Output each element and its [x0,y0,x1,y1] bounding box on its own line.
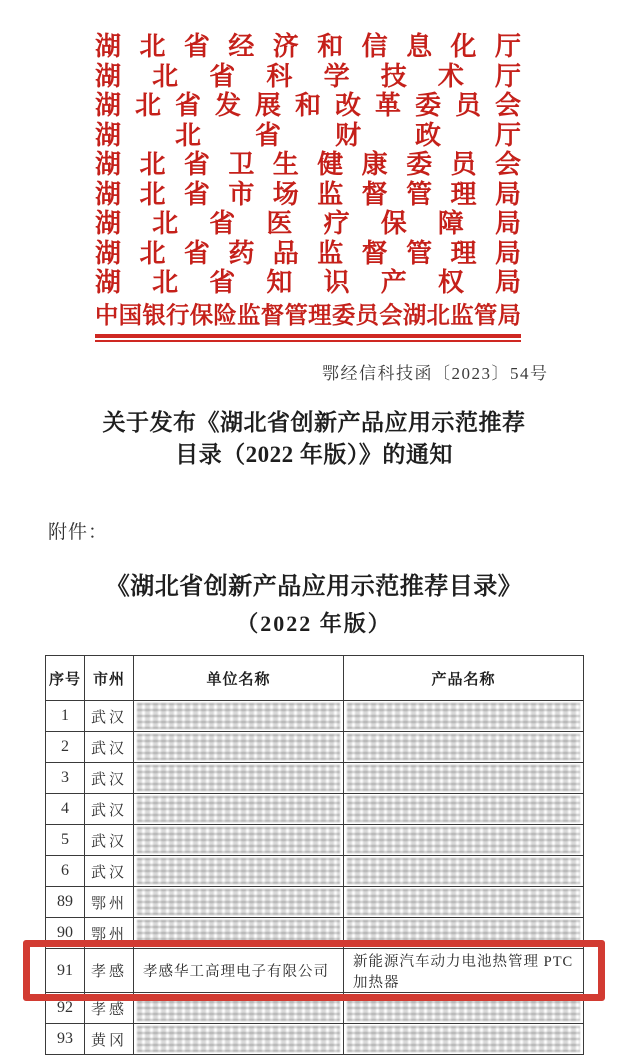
cell-no: 3 [46,763,85,794]
cell-product [344,825,584,856]
redacted-text [347,827,580,853]
redacted-text [137,734,340,760]
cell-unit [134,856,344,887]
red-header-agencies [95,32,521,332]
cell-city: 武汉 [85,856,134,887]
redacted-text [347,920,580,946]
cell-city: 武汉 [85,701,134,732]
redacted-text [137,765,340,791]
red-separator-line [95,334,521,342]
catalog-edition: （2022 年版） [236,611,392,636]
notice-title [0,407,628,471]
col-header-product: 产品名称 [344,656,584,701]
table-row [46,949,584,993]
table-row [46,1024,584,1055]
cell-no: 4 [46,794,85,825]
cell-city: 鄂州 [85,918,134,949]
redacted-text [137,703,340,729]
cell-city: 武汉 [85,825,134,856]
agency-line: 湖北省财政厅 [95,120,521,150]
cell-unit [134,993,344,1024]
table-row [46,887,584,918]
catalog-title: 《湖北省创新产品应用示范推荐目录》 [105,574,523,600]
redacted-text [137,995,340,1021]
cell-unit [134,701,344,732]
cell-no: 91 [46,949,85,993]
redacted-text [137,858,340,884]
redacted-text [137,796,340,822]
cell-product [344,993,584,1024]
cell-unit [134,1024,344,1055]
col-header-city: 市州 [85,656,134,701]
notice-title-line1: 关于发布《湖北省创新产品应用示范推荐 [102,410,526,435]
notice-title-line2: 目录（2022 年版）》的通知 [175,442,453,467]
table-row [46,701,584,732]
redacted-text [347,703,580,729]
redacted-text [347,889,580,915]
cell-product [344,794,584,825]
agency-line: 湖北省医疗保障局 [95,209,521,238]
cell-city: 黄冈 [85,1024,134,1055]
cell-unit [134,825,344,856]
cell-no: 92 [46,993,85,1024]
table-row [46,763,584,794]
redacted-text [347,796,580,822]
cell-no: 90 [46,918,85,949]
cell-no: 93 [46,1024,85,1055]
table-row [46,794,584,825]
cell-product [344,856,584,887]
cell-no: 5 [46,825,85,856]
cell-no: 1 [46,701,85,732]
document-number: 鄂经信科技函〔2023〕54号 [322,364,549,383]
agency-line: 湖北省经济和信息化厅 [95,32,521,61]
cell-city: 孝感 [85,949,134,993]
cell-city: 武汉 [85,763,134,794]
catalog-table [45,655,584,1055]
attachment-label: 附件： [48,522,109,543]
cell-product: 新能源汽车动力电池热管理 PTC 加热器 [344,949,584,993]
cell-product [344,887,584,918]
agency-line: 湖北省发展和改革委员会 [95,91,521,120]
agency-line: 湖北省卫生健康委员会 [95,150,521,179]
table-row [46,856,584,887]
cell-unit [134,887,344,918]
table-row [46,732,584,763]
redacted-text [137,889,340,915]
cell-product [344,701,584,732]
redacted-text [137,920,340,946]
cell-no: 2 [46,732,85,763]
agency-line: 湖北省知识产权局 [95,268,521,297]
col-header-unit: 单位名称 [134,656,344,701]
redacted-text [347,995,580,1021]
redacted-text [347,765,580,791]
cell-product [344,1024,584,1055]
cell-city: 武汉 [85,794,134,825]
redacted-text [347,734,580,760]
table-row [46,825,584,856]
table-header-row [46,656,584,701]
cell-product [344,918,584,949]
cell-city: 武汉 [85,732,134,763]
cell-city: 孝感 [85,993,134,1024]
redacted-text [137,827,340,853]
cell-no: 6 [46,856,85,887]
agency-line: 中国银行保险监督管理委员会湖北监管局 [95,302,521,329]
table-row [46,918,584,949]
redacted-text [347,858,580,884]
cell-product [344,732,584,763]
redacted-text [347,1026,580,1052]
redacted-text [137,1026,340,1052]
col-header-no: 序号 [46,656,85,701]
cell-unit: 孝感华工高理电子有限公司 [134,949,344,993]
cell-unit [134,794,344,825]
agency-line: 湖北省科学技术厅 [95,61,521,91]
cell-unit [134,763,344,794]
cell-no: 89 [46,887,85,918]
agency-line: 湖北省药品监督管理局 [95,238,521,268]
table-row [46,993,584,1024]
cell-unit [134,918,344,949]
cell-unit [134,732,344,763]
cell-product [344,763,584,794]
cell-city: 鄂州 [85,887,134,918]
agency-line: 湖北省市场监督管理局 [95,179,521,209]
